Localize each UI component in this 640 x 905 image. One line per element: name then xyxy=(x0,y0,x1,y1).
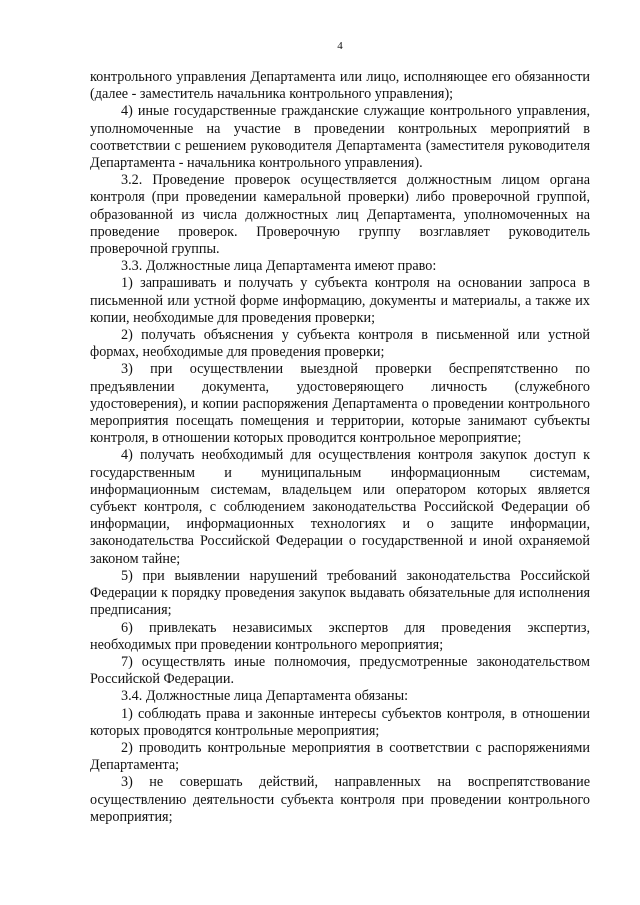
paragraph: контрольного управления Департамента или лицо, исполняющее его обязанности (далее - заместитель начальника контрольного управления); xyxy=(90,69,590,103)
paragraph: 2) получать объяснения у субъекта контроля в письменной или устной формах, необходимые для проведения проверки; xyxy=(90,327,590,361)
paragraph: 3.3. Должностные лица Департамента имеют право: xyxy=(121,258,437,275)
paragraph: 3.2. Проведение проверок осуществляется должностным лицом органа контроля (при проведении камеральной проверки) либо проверочной группой, образованной из числа должностных лиц Департамента, уполномоченных на проведение проверок. Проверочную группу возглавляет руководитель проверочной группы. xyxy=(90,172,590,258)
paragraph: 5) при выявлении нарушений требований законодательства Российской Федерации к порядку проведения закупок выдавать обязательные для исполнения предписания; xyxy=(90,567,590,619)
paragraph: 2) проводить контрольные мероприятия в соответствии с распоряжениями Департамента; xyxy=(90,739,590,774)
paragraph: 4) получать необходимый для осуществления контроля закупок доступ к государственным и муниципальным информационным системам, информационным системам, владельцем или оператором которых является субъект контроля, с соблюдением законодательства Российской Федерации об информации, информационных технологиях и о защите информации, законодательства Российской Федерации о государственной и иной охраняемой законом тайне; xyxy=(90,447,590,567)
paragraph: 1) соблюдать права и законные интересы субъектов контроля, в отношении которых проводятся контрольные мероприятия; xyxy=(90,705,590,739)
paragraph: 3.4. Должностные лица Департамента обязаны: xyxy=(121,688,409,705)
paragraph: 6) привлекать независимых экспертов для проведения экспертиз, необходимых при проведении контрольного мероприятия; xyxy=(90,619,590,653)
paragraph: 4) иные государственные гражданские служащие контрольного управления, уполномоченные на участие в проведении контрольных мероприятий в соответствии с решением руководителя Департамента (заместителя руководителя Департамента - начальника контрольного управления). xyxy=(90,103,590,172)
document-body xyxy=(90,69,590,826)
paragraph: 3) при осуществлении выездной проверки беспрепятственно по предъявлении документа, удостоверяющего личность (служебного удостоверения), и копии распоряжения Департамента о проведении контрольного мероприятия посещать помещения и территории, которые занимают субъекты контроля, в отношении которых проводится контрольное мероприятие; xyxy=(90,361,590,447)
paragraph: 3) не совершать действий, направленных на воспрепятствование осуществлению деятельности субъекта контроля при проведении контрольного мероприятия; xyxy=(90,774,590,825)
paragraph: 1) запрашивать и получать у субъекта контроля на основании запроса в письменной или устной форме информацию, документы и материалы, а также их копии, необходимые для проведения проверки; xyxy=(90,275,590,326)
paragraph: 7) осуществлять иные полномочия, предусмотренные законодательством Российской Федерации. xyxy=(90,653,590,688)
page-number: 4 xyxy=(337,40,343,52)
